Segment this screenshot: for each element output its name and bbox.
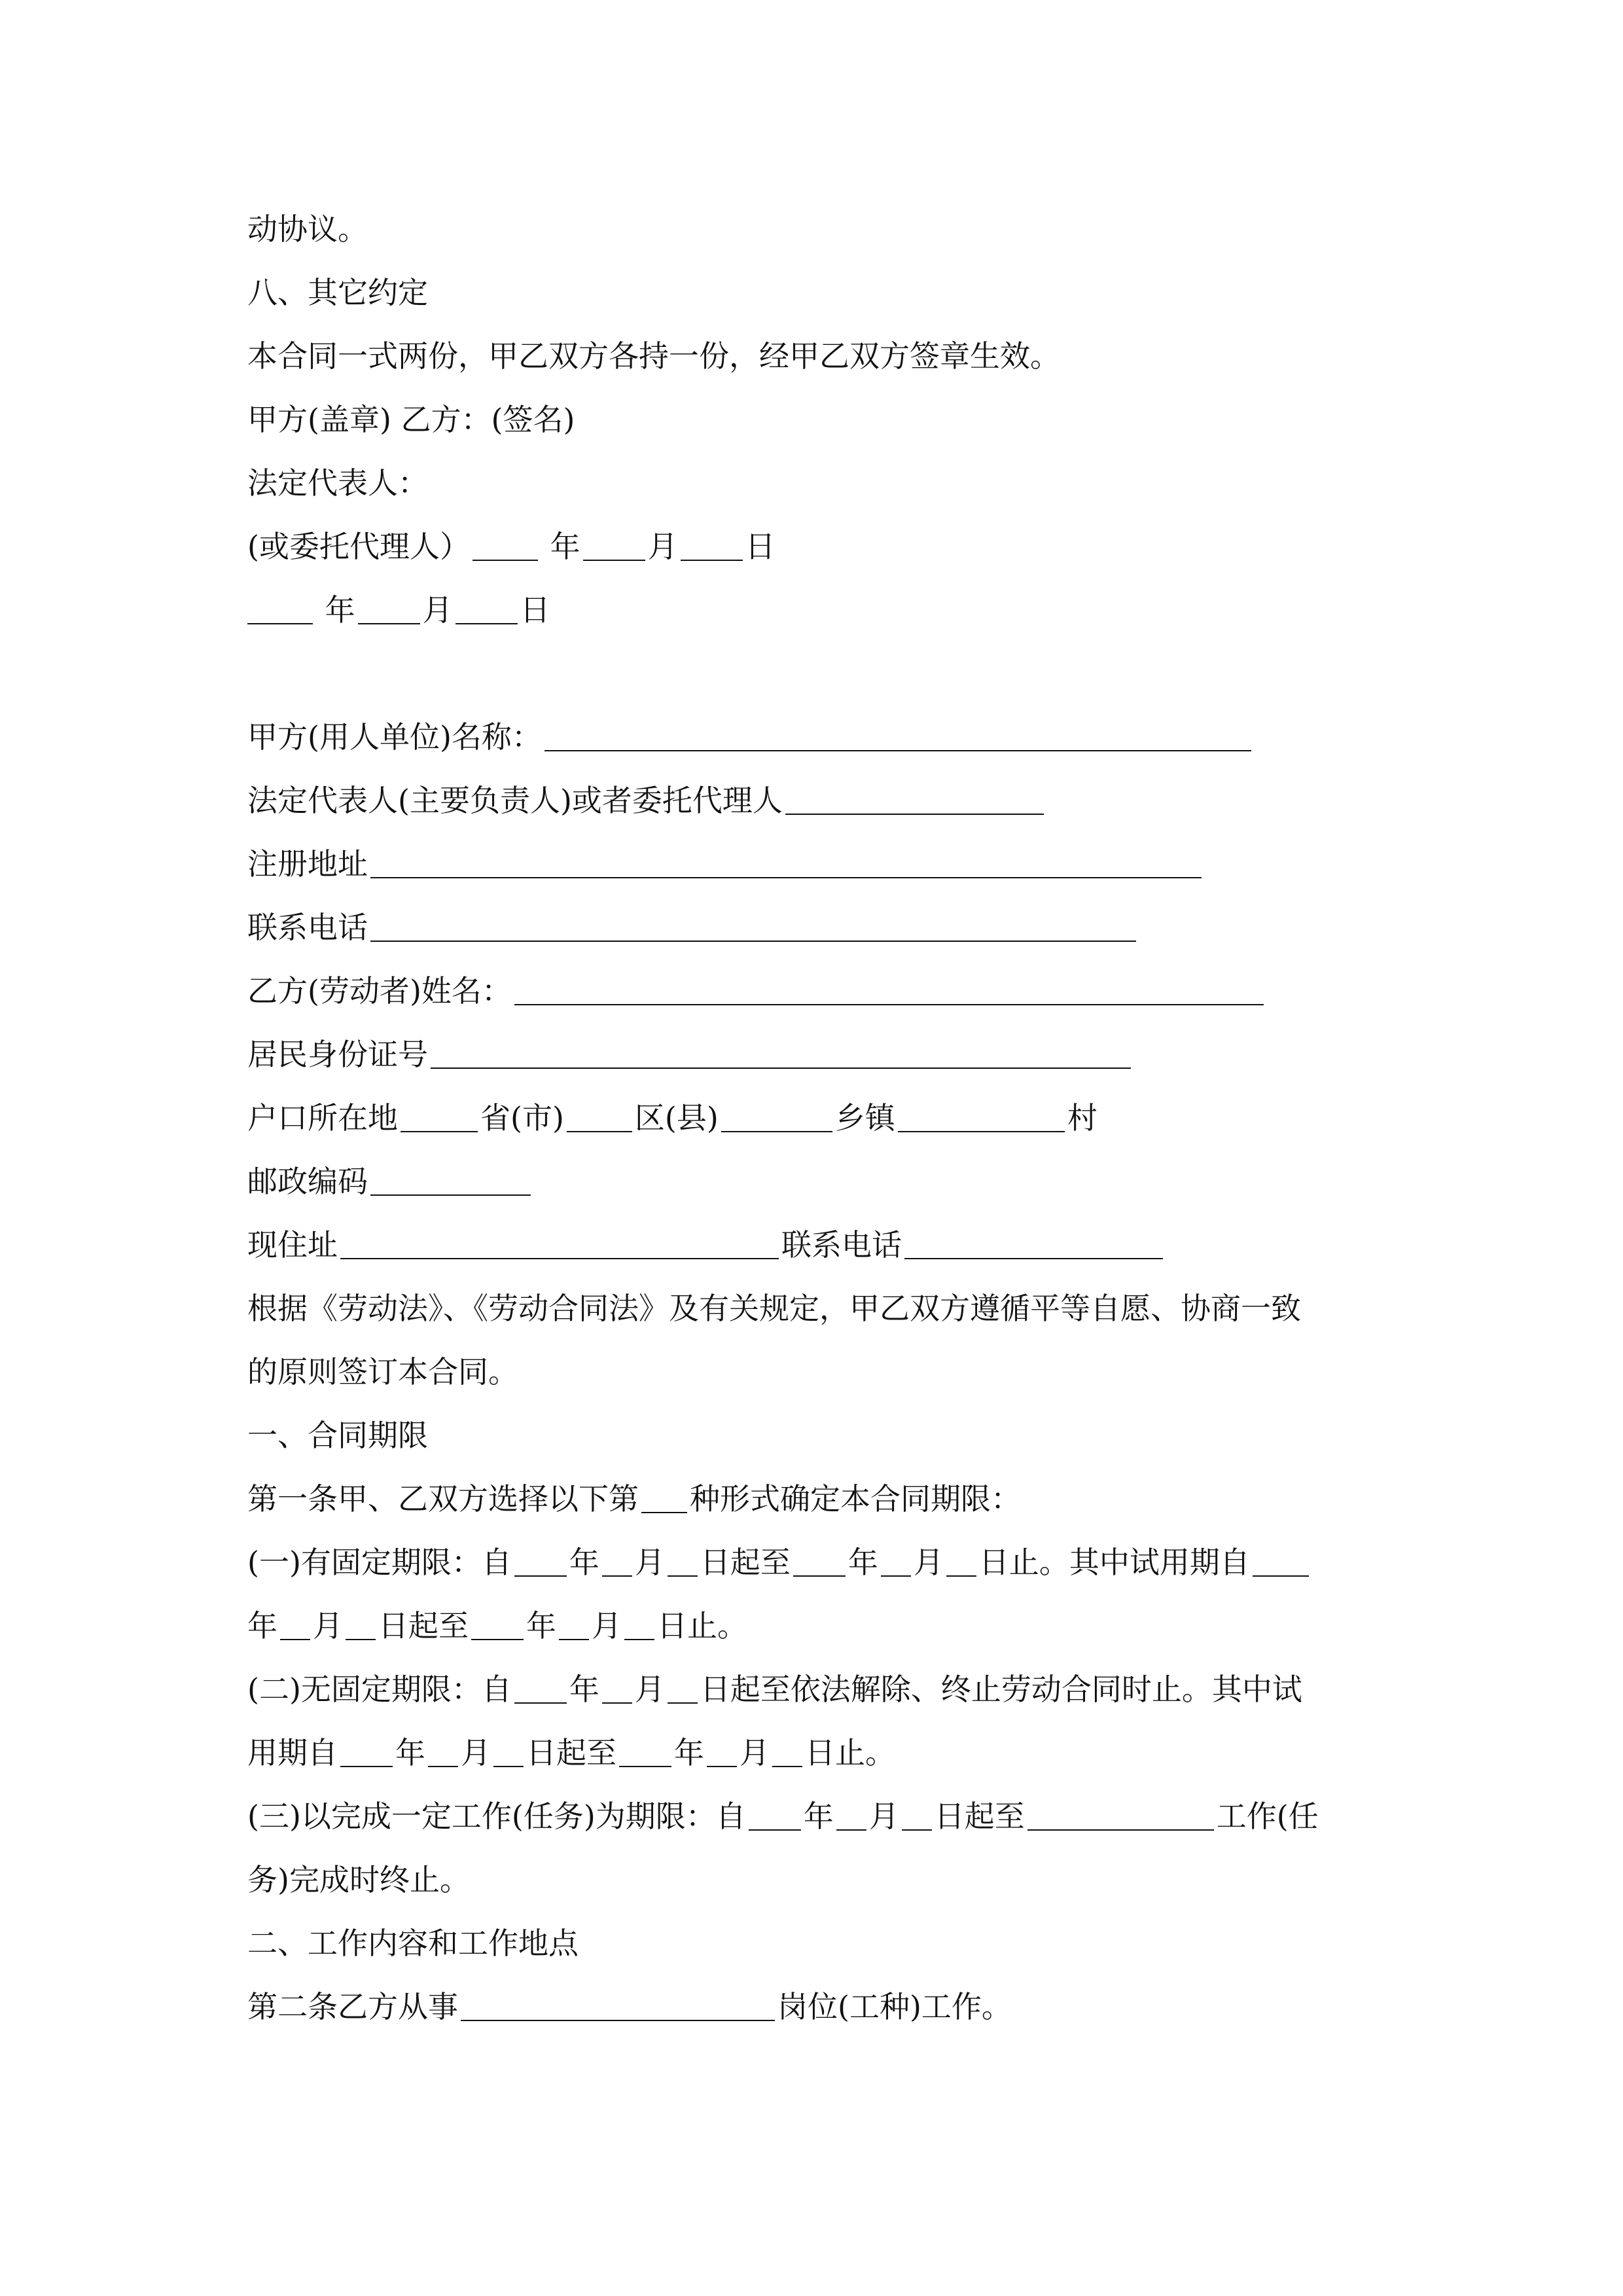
section-heading: 二、工作内容和工作地点 xyxy=(247,1926,579,1961)
clause-line: 第一条甲、乙双方选择以下第 种形式确定本合同期限： xyxy=(247,1481,1021,1516)
form-field: 邮政编码 xyxy=(247,1162,533,1201)
text-line: 本合同一式两份，甲乙双方各持一份，经甲乙双方签章生效。 xyxy=(247,338,1060,374)
form-field: 联系电话 xyxy=(247,908,1139,947)
date-line: (或委托代理人） 年 月 日 xyxy=(247,529,776,564)
form-field: 居民身份证号 xyxy=(247,1035,1133,1074)
date-line: 年 月 日 xyxy=(247,590,550,630)
form-field: 乙方(劳动者)姓名： xyxy=(247,971,1266,1011)
form-field: 现住址 联系电话 xyxy=(247,1225,1166,1265)
text-line: 法定代表人： xyxy=(247,465,428,501)
option-line: (一)有固定期限：自 年 月 日起至 年 月 日止。其中试用期自 xyxy=(247,1543,1311,1582)
option-line: (二)无固定期限：自 年 月 日起至依法解除、终止劳动合同时止。其中试 xyxy=(247,1672,1302,1707)
option-line: (三)以完成一定工作(任务)为期限：自 年 月 日起至 工作(任 xyxy=(247,1799,1319,1834)
paragraph-line: 根据《劳动法》、《劳动合同法》及有关规定，甲乙双方遵循平等自愿、协商一致 xyxy=(247,1291,1301,1326)
section-heading: 八、其它约定 xyxy=(247,275,428,310)
section-heading: 一、合同期限 xyxy=(247,1418,428,1453)
signature-line: 甲方(盖章) 乙方：(签名) xyxy=(247,402,575,437)
form-field: 法定代表人(主要负责人)或者委托代理人 xyxy=(247,781,1046,820)
form-field: 甲方(用人单位)名称： xyxy=(247,717,1254,757)
paragraph-line: 的原则签订本合同。 xyxy=(247,1354,518,1390)
option-line: 用期自 年 月 日起至 年 月 日止。 xyxy=(247,1735,895,1770)
text-line: 动协议。 xyxy=(247,211,368,247)
form-field: 户口所在地 省(市) 区(县) 乡镇 村 xyxy=(247,1100,1097,1136)
option-line: 年 月 日起至 年 月 日止。 xyxy=(247,1608,747,1643)
form-field: 注册地址 xyxy=(247,844,1204,884)
option-line: 务)完成时终止。 xyxy=(247,1862,470,1897)
clause-line: 第二条乙方从事 岗位(工种)工作。 xyxy=(247,1989,1012,2024)
